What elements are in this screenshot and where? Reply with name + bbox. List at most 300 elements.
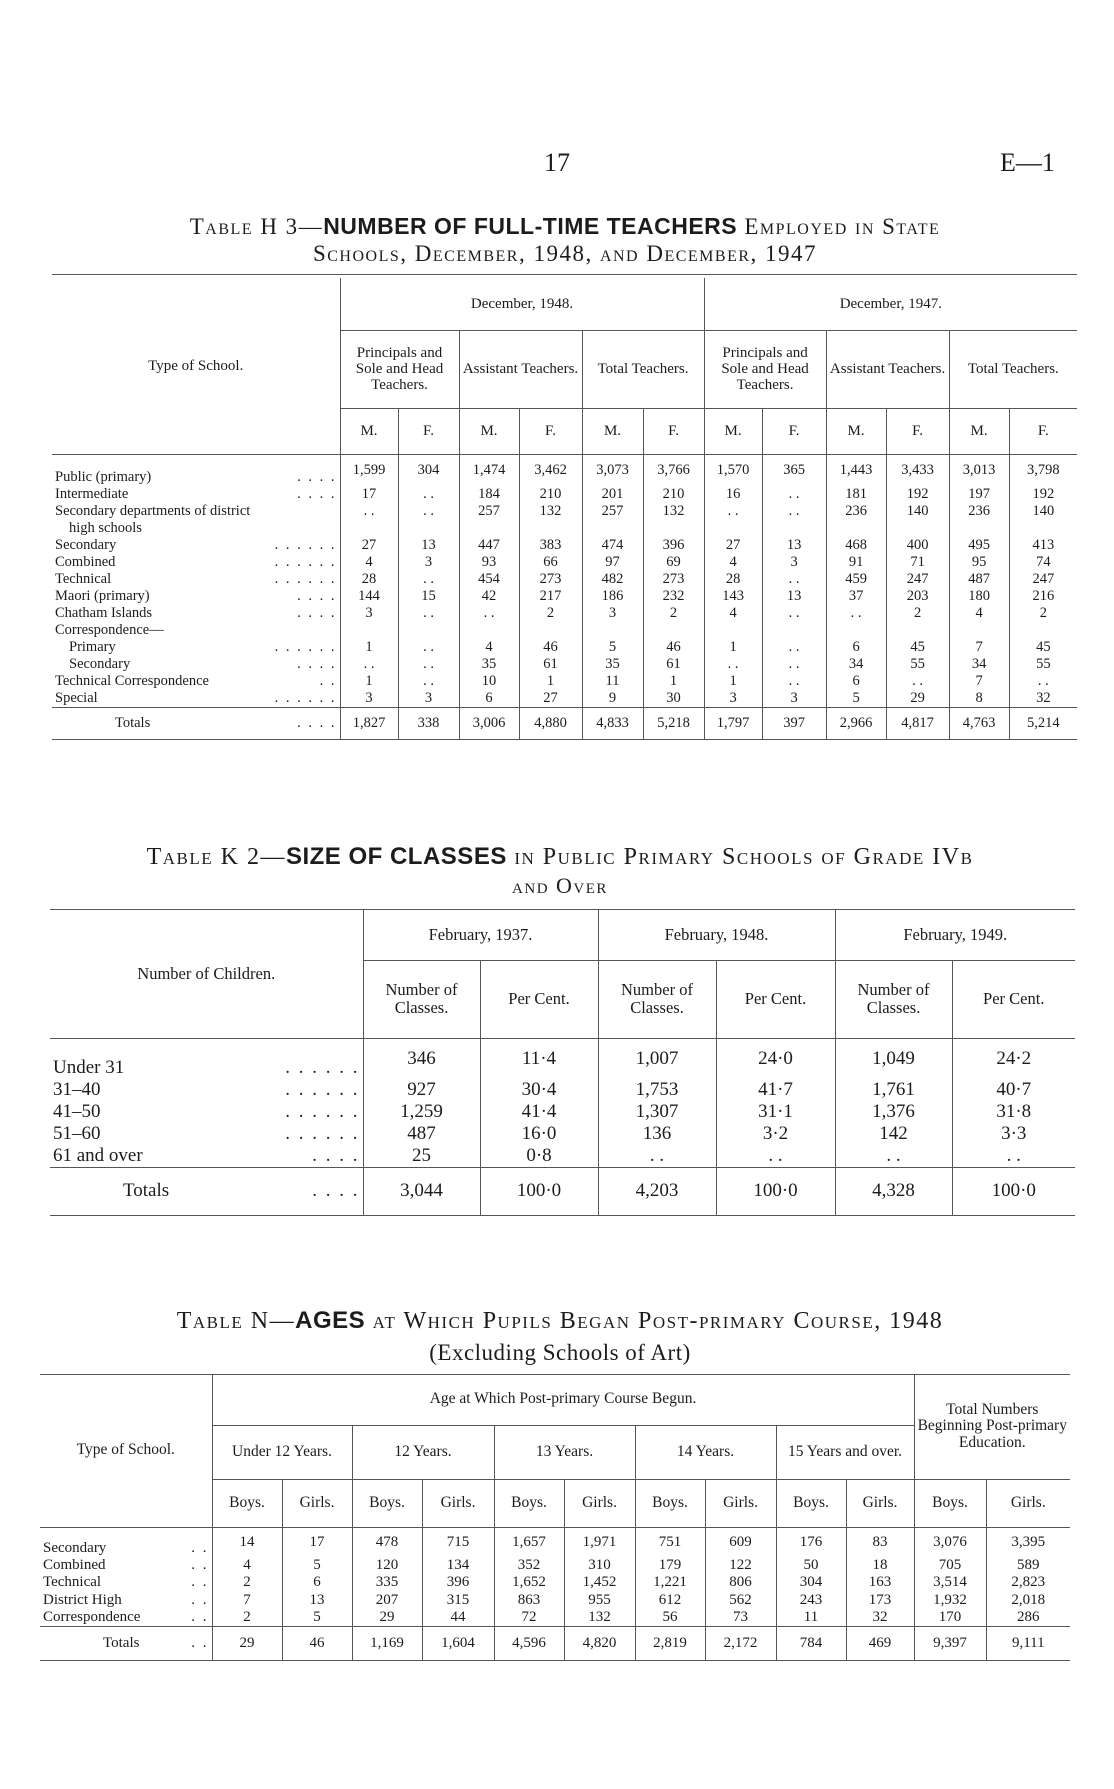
table-cell — [582, 622, 643, 639]
table-cell: 1,443 — [826, 454, 886, 486]
table-cell — [826, 622, 886, 639]
table-cell: . . — [762, 605, 826, 622]
table-h3-top-rule — [52, 274, 1077, 275]
table-cell: 41·4 — [480, 1101, 598, 1123]
totals-cell: 397 — [762, 707, 826, 739]
n-age-header: Age at Which Post-primary Course Begun. — [212, 1375, 914, 1425]
table-cell: 352 — [494, 1557, 564, 1575]
row-label-text: high schools — [69, 519, 142, 536]
table-cell: 1,452 — [564, 1574, 635, 1592]
row-label-text: 31–40 — [53, 1078, 101, 1100]
n-sex-girls: Girls. — [564, 1479, 635, 1527]
dot-leader: . . — [191, 1609, 209, 1625]
table-cell: 61 — [643, 656, 704, 673]
table-cell — [1009, 622, 1077, 639]
table-cell: 6 — [826, 673, 886, 690]
totals-cell: 2,819 — [635, 1627, 705, 1661]
dot-leader: . . . . — [312, 1144, 360, 1166]
row-label — [40, 1574, 212, 1592]
k2-period-1948: February, 1948. — [598, 910, 835, 960]
totals-cell: 1,169 — [352, 1627, 422, 1661]
table-cell: 35 — [582, 656, 643, 673]
totals-cell: 29 — [212, 1627, 282, 1661]
table-cell: 1,221 — [635, 1574, 705, 1592]
row-label-text: Secondary — [69, 655, 131, 672]
table-cell: 46 — [519, 639, 582, 656]
table-cell: 751 — [635, 1527, 705, 1557]
table-cell: 955 — [564, 1592, 635, 1610]
table-row — [52, 454, 1077, 486]
table-cell — [762, 622, 826, 639]
table-row — [50, 1123, 1075, 1145]
table-row — [40, 1527, 1070, 1557]
h3-period-1948: December, 1948. — [340, 278, 704, 330]
row-label — [50, 1038, 363, 1079]
table-cell: 143 — [704, 588, 762, 605]
table-row — [40, 1574, 1070, 1592]
table-cell — [398, 520, 459, 537]
table-cell: 210 — [643, 486, 704, 503]
table-cell: 95 — [949, 554, 1009, 571]
n-sex-boys: Boys. — [635, 1479, 705, 1527]
totals-cell: 100·0 — [952, 1167, 1075, 1215]
table-cell: 715 — [422, 1527, 494, 1557]
table-cell: 1 — [704, 673, 762, 690]
table-cell: . . — [398, 673, 459, 690]
row-label-text: Under 31 — [53, 1056, 125, 1078]
k2-period-1937: February, 1937. — [363, 910, 598, 960]
totals-label-text: Totals — [123, 1180, 170, 1201]
table-cell: 346 — [363, 1038, 480, 1079]
table-cell: 4 — [704, 605, 762, 622]
table-cell: 609 — [705, 1527, 776, 1557]
table-cell: 4 — [704, 554, 762, 571]
totals-cell: 4,833 — [582, 707, 643, 739]
h3-group-principals-1947: Principals and Sole and Head Teachers. — [704, 330, 826, 408]
h3-group-assistant-1948: Assistant Teachers. — [459, 330, 582, 408]
table-cell: . . — [398, 503, 459, 520]
table-cell: 74 — [1009, 554, 1077, 571]
table-cell: 612 — [635, 1592, 705, 1610]
totals-row — [50, 1167, 1075, 1215]
table-cell: 3 — [340, 690, 398, 708]
row-label-text: Public (primary) — [55, 468, 152, 485]
totals-cell: 2,966 — [826, 707, 886, 739]
table-row — [52, 588, 1077, 605]
table-cell: 243 — [776, 1592, 846, 1610]
table-h3-title-line2: Schools, December, 1948, and December, 1947 — [312, 241, 818, 266]
table-cell: 17 — [282, 1527, 352, 1557]
table-cell: 34 — [949, 656, 1009, 673]
table-cell: 273 — [643, 571, 704, 588]
table-cell: 142 — [835, 1123, 952, 1145]
n-sex-boys: Boys. — [494, 1479, 564, 1527]
row-label-text: Combined — [43, 1556, 106, 1573]
table-cell: 27 — [519, 690, 582, 708]
row-label — [40, 1592, 212, 1610]
table-cell: 9 — [582, 690, 643, 708]
totals-cell: 4,880 — [519, 707, 582, 739]
totals-cell: 100·0 — [480, 1167, 598, 1215]
table-row — [52, 571, 1077, 588]
k2-classes-1937: Number of Classes. — [363, 960, 480, 1038]
totals-cell: 4,328 — [835, 1167, 952, 1215]
table-cell: 468 — [826, 537, 886, 554]
totals-label — [40, 1627, 212, 1661]
row-label-text: Chatham Islands — [55, 604, 153, 621]
table-cell — [826, 520, 886, 537]
table-cell: 7 — [212, 1592, 282, 1610]
table-cell: 487 — [363, 1123, 480, 1145]
table-cell: 257 — [459, 503, 519, 520]
row-label-text: 51–60 — [53, 1122, 101, 1144]
row-label-text: Combined — [55, 553, 116, 570]
row-label — [52, 571, 340, 588]
totals-cell: 4,203 — [598, 1167, 716, 1215]
row-label-text: Correspondence — [43, 1609, 141, 1625]
dot-leader: . . — [191, 1556, 209, 1573]
totals-cell: 5,218 — [643, 707, 704, 739]
row-label — [52, 486, 340, 503]
totals-cell: 2,172 — [705, 1627, 776, 1661]
table-cell: . . — [459, 605, 519, 622]
table-cell: 2 — [212, 1574, 282, 1592]
row-label — [50, 1079, 363, 1101]
row-label-text: Special — [55, 689, 98, 706]
n-age-under-12: Under 12 Years. — [212, 1425, 352, 1479]
row-label-text: Maori (primary) — [55, 587, 150, 604]
table-cell: 3,514 — [914, 1574, 986, 1592]
table-h3-title-prefix: Table H 3— — [189, 214, 324, 239]
table-cell: 41·7 — [716, 1079, 835, 1101]
table-cell: 207 — [352, 1592, 422, 1610]
table-cell: 55 — [1009, 656, 1077, 673]
table-cell: 55 — [886, 656, 949, 673]
table-cell: 15 — [398, 588, 459, 605]
table-cell: 3,395 — [986, 1527, 1070, 1557]
table-cell: 304 — [398, 454, 459, 486]
table-cell: 236 — [949, 503, 1009, 520]
table-row — [52, 673, 1077, 690]
k2-percent-1948: Per Cent. — [716, 960, 835, 1038]
table-cell: 2,823 — [986, 1574, 1070, 1592]
table-cell: . . — [762, 486, 826, 503]
table-cell: 31·1 — [716, 1101, 835, 1123]
table-cell: 286 — [986, 1609, 1070, 1627]
table-cell: . . — [826, 605, 886, 622]
totals-cell: 3,006 — [459, 707, 519, 739]
table-cell: 1,259 — [363, 1101, 480, 1123]
table-cell: . . — [598, 1145, 716, 1168]
n-sex-girls: Girls. — [986, 1479, 1070, 1527]
table-cell: 73 — [705, 1609, 776, 1627]
row-label — [52, 588, 340, 605]
dot-leader: . . — [191, 1591, 209, 1608]
table-cell: 2,018 — [986, 1592, 1070, 1610]
table-cell: 16·0 — [480, 1123, 598, 1145]
table-cell: 6 — [826, 639, 886, 656]
totals-cell: 9,397 — [914, 1627, 986, 1661]
totals-cell: 4,763 — [949, 707, 1009, 739]
row-label-text: Secondary — [55, 536, 117, 553]
table-n-title-prefix: Table N— — [176, 1308, 296, 1334]
h3-sex-m: M. — [459, 408, 519, 454]
table-cell: 24·2 — [952, 1038, 1075, 1079]
totals-label-text: Totals — [103, 1635, 140, 1651]
table-cell: 11·4 — [480, 1038, 598, 1079]
table-cell: . . — [762, 503, 826, 520]
table-cell: . . — [398, 486, 459, 503]
dot-leader: . . — [191, 1635, 209, 1651]
table-cell: . . — [398, 605, 459, 622]
row-label-text: Secondary departments of district — [55, 502, 251, 519]
totals-cell: 4,817 — [886, 707, 949, 739]
table-cell: 136 — [598, 1123, 716, 1145]
table-cell: 495 — [949, 537, 1009, 554]
table-cell: 180 — [949, 588, 1009, 605]
table-cell: 3,798 — [1009, 454, 1077, 486]
table-cell: 37 — [826, 588, 886, 605]
dot-leader: . . . . — [312, 1180, 360, 1201]
table-cell: 13 — [762, 588, 826, 605]
dot-leader: . . . . . . — [274, 553, 337, 570]
table-cell: 28 — [340, 571, 398, 588]
table-cell: 16 — [704, 486, 762, 503]
table-n-title-bold: AGES — [295, 1307, 366, 1334]
table-cell: 1,932 — [914, 1592, 986, 1610]
table-cell: 474 — [582, 537, 643, 554]
dot-leader: . . — [191, 1574, 209, 1591]
row-label-text: Technical Correspondence — [55, 672, 209, 689]
table-cell: 2 — [886, 605, 949, 622]
table-cell: 1,007 — [598, 1038, 716, 1079]
table-cell: 4 — [340, 554, 398, 571]
table-cell: 1,307 — [598, 1101, 716, 1123]
table-cell: . . — [835, 1145, 952, 1168]
table-cell: 56 — [635, 1609, 705, 1627]
h3-sex-m: M. — [949, 408, 1009, 454]
table-cell: 44 — [422, 1609, 494, 1627]
table-cell: 365 — [762, 454, 826, 486]
table-cell: 31·8 — [952, 1101, 1075, 1123]
table-cell: 192 — [886, 486, 949, 503]
n-type-header: Type of School. — [40, 1375, 212, 1527]
table-cell: 97 — [582, 554, 643, 571]
totals-label — [52, 707, 340, 739]
table-cell — [398, 622, 459, 639]
table-cell: 122 — [705, 1557, 776, 1575]
row-label — [52, 690, 340, 708]
table-cell: 32 — [846, 1609, 914, 1627]
table-cell: 176 — [776, 1527, 846, 1557]
n-sex-girls: Girls. — [705, 1479, 776, 1527]
row-label — [52, 656, 340, 673]
table-cell — [949, 520, 1009, 537]
h3-body — [52, 454, 1077, 739]
table-cell: 3,766 — [643, 454, 704, 486]
table-cell: 1,753 — [598, 1079, 716, 1101]
table-cell — [704, 520, 762, 537]
row-label-text: 41–50 — [53, 1100, 101, 1122]
table-cell: 32 — [1009, 690, 1077, 708]
row-label — [52, 503, 340, 520]
table-h3-title-bold: NUMBER OF FULL-TIME TEACHERS — [323, 213, 738, 239]
table-cell: 3 — [762, 554, 826, 571]
table-cell: 34 — [826, 656, 886, 673]
table-cell: 7 — [949, 673, 1009, 690]
row-label — [52, 673, 340, 690]
table-cell: 35 — [459, 656, 519, 673]
table-cell: 72 — [494, 1609, 564, 1627]
table-cell: 46 — [643, 639, 704, 656]
n-body — [40, 1527, 1070, 1661]
dot-leader: . . . . — [297, 468, 337, 485]
table-k2-title-bold: SIZE OF CLASSES — [285, 843, 507, 870]
row-label-text: Intermediate — [55, 485, 129, 502]
table-cell: 1,761 — [835, 1079, 952, 1101]
row-label-text: Primary — [69, 638, 116, 655]
table-cell: 25 — [363, 1145, 480, 1168]
dot-leader: . . . . . . — [285, 1122, 360, 1144]
totals-cell: 338 — [398, 707, 459, 739]
table-cell: 173 — [846, 1592, 914, 1610]
table-cell: 140 — [1009, 503, 1077, 520]
table-cell: 181 — [826, 486, 886, 503]
table-cell: . . — [762, 656, 826, 673]
h3-sex-f: F. — [762, 408, 826, 454]
dot-leader: . . . . . . — [274, 570, 337, 587]
totals-cell: 4,596 — [494, 1627, 564, 1661]
table-cell: 132 — [564, 1609, 635, 1627]
table-cell: 2 — [643, 605, 704, 622]
table-cell — [886, 622, 949, 639]
table-cell: 1 — [643, 673, 704, 690]
table-cell — [519, 622, 582, 639]
row-label — [52, 454, 340, 486]
table-cell: 257 — [582, 503, 643, 520]
table-row — [50, 1079, 1075, 1101]
table-cell: 8 — [949, 690, 1009, 708]
row-label — [52, 605, 340, 622]
totals-cell: 4,820 — [564, 1627, 635, 1661]
table-cell: 69 — [643, 554, 704, 571]
table-cell: 17 — [340, 486, 398, 503]
table-h3 — [52, 278, 1077, 740]
row-label — [52, 520, 340, 537]
table-row — [52, 690, 1077, 708]
table-cell: 29 — [886, 690, 949, 708]
h3-sex-m: M. — [582, 408, 643, 454]
totals-row — [40, 1627, 1070, 1661]
table-cell: 1,474 — [459, 454, 519, 486]
dot-leader: . . . . — [297, 485, 337, 502]
table-cell: . . — [762, 639, 826, 656]
table-cell: 30·4 — [480, 1079, 598, 1101]
dot-leader: . . . . — [297, 714, 337, 731]
row-label — [52, 537, 340, 554]
k2-body — [50, 1038, 1075, 1215]
table-n-title-rest: at Which Pupils Began Post-primary Course, 1948 — [365, 1308, 944, 1334]
table-row — [52, 486, 1077, 503]
table-k2-title-line2: and Over — [512, 873, 608, 898]
n-sex-boys: Boys. — [914, 1479, 986, 1527]
table-h3-title-rest: Employed in State — [737, 214, 941, 239]
table-cell: 4 — [459, 639, 519, 656]
row-label — [50, 1145, 363, 1168]
table-cell: 27 — [340, 537, 398, 554]
table-k2-title-rest: in Public Primary Schools of Grade IVb — [506, 844, 974, 870]
table-cell: . . — [398, 656, 459, 673]
n-age-13: 13 Years. — [494, 1425, 635, 1479]
table-cell: 50 — [776, 1557, 846, 1575]
n-sex-girls: Girls. — [282, 1479, 352, 1527]
row-label-text: 61 and over — [53, 1144, 143, 1166]
table-cell — [643, 520, 704, 537]
table-cell: 3·2 — [716, 1123, 835, 1145]
dot-leader: . . . . . . — [285, 1100, 360, 1122]
table-cell: 45 — [1009, 639, 1077, 656]
k2-percent-1937: Per Cent. — [480, 960, 598, 1038]
table-cell: 1 — [340, 673, 398, 690]
table-cell: 927 — [363, 1079, 480, 1101]
row-label — [40, 1557, 212, 1575]
table-cell — [519, 520, 582, 537]
table-cell: 1 — [340, 639, 398, 656]
table-k2 — [50, 910, 1075, 1216]
table-cell: 459 — [826, 571, 886, 588]
table-k2-title-prefix: Table K 2— — [146, 844, 286, 870]
table-cell: . . — [952, 1145, 1075, 1168]
totals-cell: 1,827 — [340, 707, 398, 739]
row-label — [40, 1527, 212, 1557]
table-cell: 562 — [705, 1592, 776, 1610]
table-cell: 7 — [949, 639, 1009, 656]
table-cell: 1,049 — [835, 1038, 952, 1079]
table-cell: 1,657 — [494, 1527, 564, 1557]
table-cell: 1,599 — [340, 454, 398, 486]
table-cell: 13 — [762, 537, 826, 554]
table-cell — [459, 622, 519, 639]
table-cell: 1,570 — [704, 454, 762, 486]
row-label-text: Correspondence— — [55, 621, 164, 638]
h3-group-principals-1948: Principals and Sole and Head Teachers. — [340, 330, 459, 408]
table-cell — [704, 622, 762, 639]
n-sex-boys: Boys. — [212, 1479, 282, 1527]
table-cell: 3·3 — [952, 1123, 1075, 1145]
page-number: 17 — [544, 148, 570, 177]
dot-leader: . . . . . . — [285, 1056, 360, 1078]
h3-sex-m: M. — [340, 408, 398, 454]
table-cell: . . — [340, 656, 398, 673]
h3-sex-m: M. — [826, 408, 886, 454]
table-row — [50, 1101, 1075, 1123]
table-cell: 6 — [282, 1574, 352, 1592]
table-row — [52, 503, 1077, 520]
table-k2-title — [40, 843, 1080, 871]
table-cell: 3 — [340, 605, 398, 622]
table-cell: . . — [398, 571, 459, 588]
table-cell: 10 — [459, 673, 519, 690]
table-cell: 14 — [212, 1527, 282, 1557]
h3-group-total-1947: Total Teachers. — [949, 330, 1077, 408]
h3-group-total-1948: Total Teachers. — [582, 330, 704, 408]
table-cell: 2 — [519, 605, 582, 622]
totals-label — [50, 1167, 363, 1215]
table-row — [52, 639, 1077, 656]
totals-cell: 46 — [282, 1627, 352, 1661]
table-n-title-line2: (Excluding Schools of Art) — [429, 1340, 691, 1365]
table-cell: 42 — [459, 588, 519, 605]
